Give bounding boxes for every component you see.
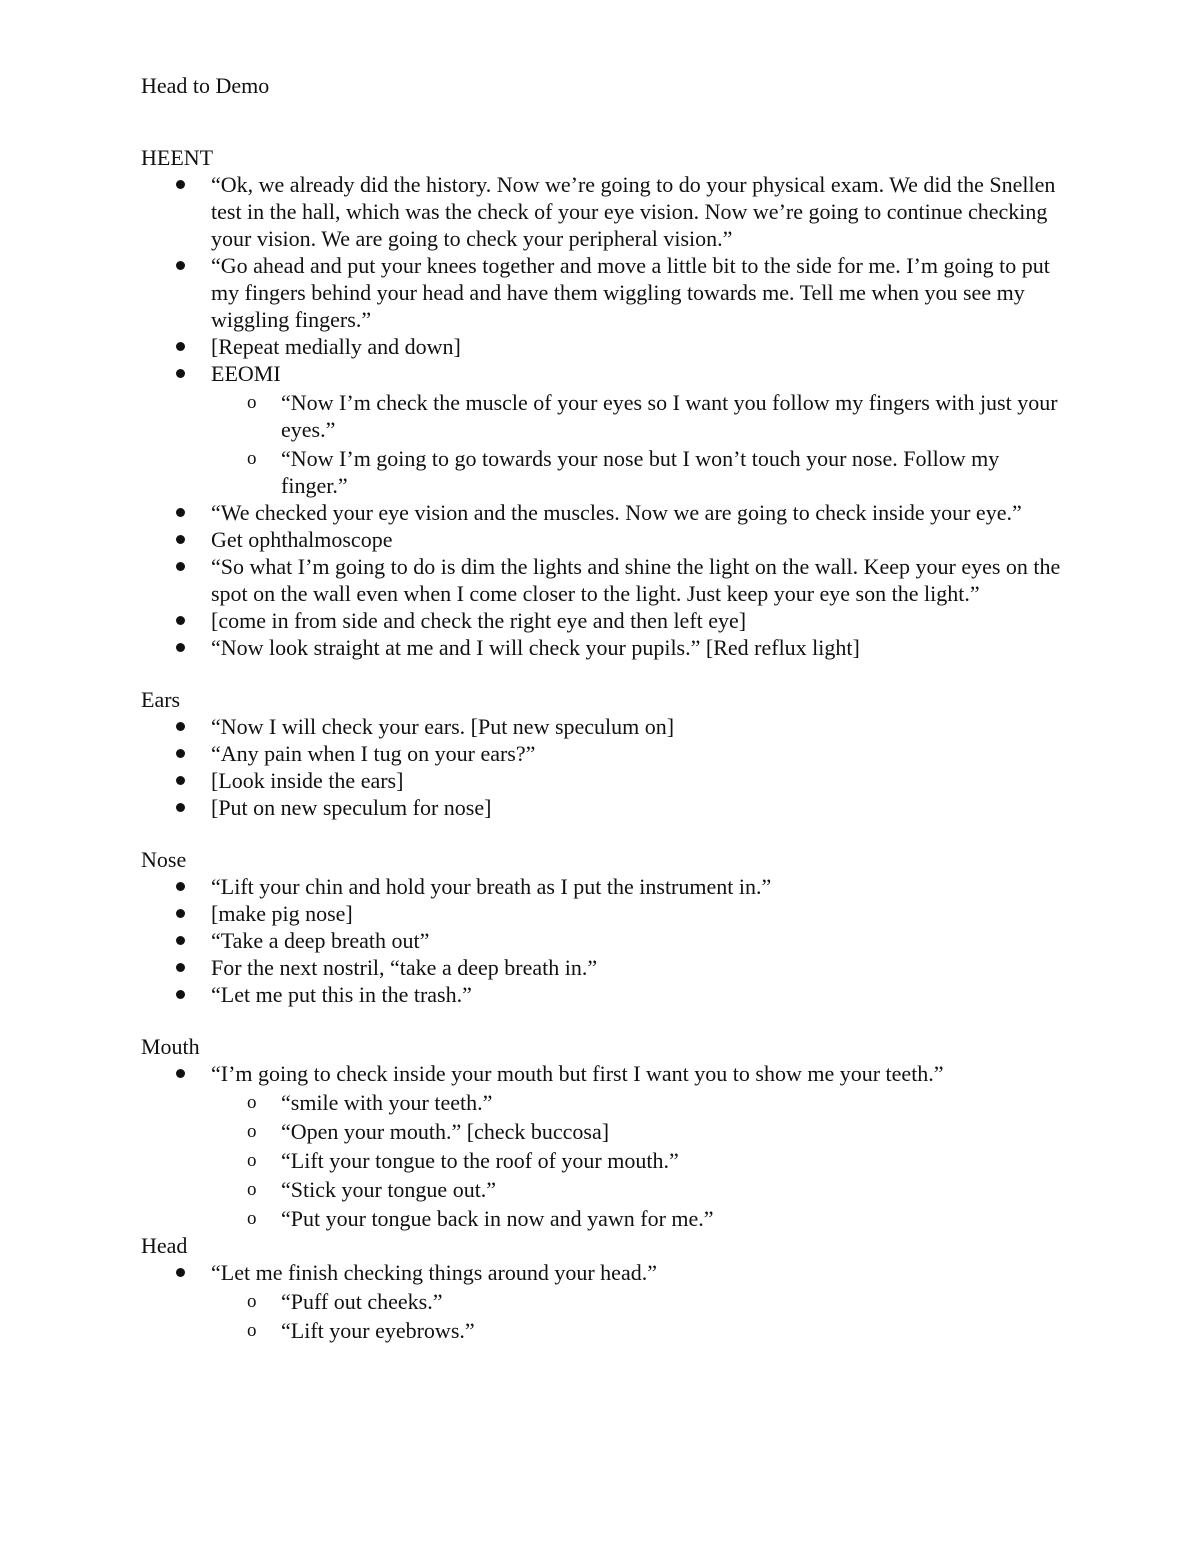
bullet-list — [141, 1259, 1071, 1344]
list-item — [141, 981, 1071, 1008]
bullet-icon — [176, 909, 185, 918]
sub-list-item-text: “Now I’m check the muscle of your eyes so I want you follow my fingers with just your eyes.” — [281, 390, 1058, 442]
sub-list-item — [211, 1118, 1071, 1145]
bullet-icon — [176, 882, 185, 891]
list-item — [141, 634, 1071, 661]
circle-bullet-icon: o — [247, 1092, 257, 1113]
section-heading: Mouth — [141, 1034, 200, 1059]
sub-list-item-text: “Now I’m going to go towards your nose but I won’t touch your nose. Follow my finger.” — [281, 446, 1000, 498]
circle-bullet-icon: o — [247, 1179, 257, 1200]
sub-list-item — [211, 1089, 1071, 1116]
list-item — [141, 900, 1071, 927]
sub-list-item-text: “Lift your eyebrows.” — [281, 1318, 475, 1343]
list-item — [141, 740, 1071, 767]
list-item — [141, 499, 1071, 526]
bullet-icon — [176, 508, 185, 517]
list-item-text: “Take a deep breath out” — [211, 928, 430, 953]
list-item — [141, 927, 1071, 954]
document-title: Head to Demo — [141, 73, 270, 98]
sub-list-item-text: “smile with your teeth.” — [281, 1090, 493, 1115]
sub-list-item — [211, 1317, 1071, 1344]
bullet-icon — [176, 562, 185, 571]
circle-bullet-icon: o — [247, 392, 257, 413]
sub-list-item — [211, 1147, 1071, 1174]
list-item-text: EEOMI — [211, 361, 281, 386]
bullet-icon — [176, 616, 185, 625]
list-item-text: For the next nostril, “take a deep breath in.” — [211, 955, 598, 980]
list-item-text: “I’m going to check inside your mouth but first I want you to show me your teeth.” — [211, 1061, 944, 1086]
list-item-text: Get ophthalmoscope — [211, 527, 393, 552]
circle-bullet-icon: o — [247, 1121, 257, 1142]
list-item — [141, 794, 1071, 821]
list-item-text: [make pig nose] — [211, 901, 353, 926]
bullet-icon — [176, 535, 185, 544]
sub-list-item — [211, 1205, 1071, 1232]
list-item — [141, 526, 1071, 553]
list-item — [141, 1060, 1071, 1232]
bullet-icon — [176, 180, 185, 189]
sub-list-item-text: “Lift your tongue to the roof of your mouth.” — [281, 1148, 679, 1173]
list-item — [141, 713, 1071, 740]
list-item — [141, 873, 1071, 900]
bullet-icon — [176, 1268, 185, 1277]
section-nose — [141, 846, 1071, 1008]
list-item — [141, 767, 1071, 794]
bullet-icon — [176, 936, 185, 945]
list-item-text: “Let me finish checking things around your head.” — [211, 1260, 657, 1285]
bullet-icon — [176, 722, 185, 731]
section-heading: Ears — [141, 687, 181, 712]
list-item-text: [Look inside the ears] — [211, 768, 404, 793]
list-item-text: “Now I will check your ears. [Put new speculum on] — [211, 714, 675, 739]
circle-bullet-icon: o — [247, 1320, 257, 1341]
list-item-text: “So what I’m going to do is dim the lights and shine the light on the wall. Keep your eyes on the spot on the wall even when I come closer to the light. Just keep your eye son the light.” — [211, 554, 1061, 606]
document-page — [141, 72, 1071, 1344]
sub-list-item-text: “Puff out cheeks.” — [281, 1289, 443, 1314]
bullet-icon — [176, 803, 185, 812]
list-item-text: “Go ahead and put your knees together and move a little bit to the side for me. I’m going to put my fingers behind your head and have them wiggling towards me. Tell me when you see my wiggling fingers.” — [211, 253, 1050, 332]
section-head — [141, 1232, 1071, 1344]
list-item-text: “Lift your chin and hold your breath as I put the instrument in.” — [211, 874, 772, 899]
bullet-list — [141, 1060, 1071, 1232]
circle-bullet-icon: o — [247, 1150, 257, 1171]
bullet-icon — [176, 1069, 185, 1078]
bullet-icon — [176, 342, 185, 351]
list-item-text: “Let me put this in the trash.” — [211, 982, 472, 1007]
bullet-icon — [176, 963, 185, 972]
bullet-icon — [176, 990, 185, 999]
sub-list-item — [211, 445, 1071, 499]
list-item — [141, 333, 1071, 360]
sub-list-item-text: “Open your mouth.” [check buccosa] — [281, 1119, 610, 1144]
sub-list — [211, 1089, 1071, 1232]
sub-list-item — [211, 1288, 1071, 1315]
section-mouth — [141, 1033, 1071, 1232]
list-item — [141, 360, 1071, 499]
list-item-text: “We checked your eye vision and the muscles. Now we are going to check inside your eye.” — [211, 500, 1022, 525]
list-item — [141, 553, 1071, 607]
bullet-list — [141, 873, 1071, 1008]
list-item-text: [Repeat medially and down] — [211, 334, 461, 359]
list-item — [141, 1259, 1071, 1344]
sub-list — [211, 389, 1071, 499]
list-item — [141, 954, 1071, 981]
bullet-icon — [176, 369, 185, 378]
section-heading: Head — [141, 1233, 188, 1258]
bullet-icon — [176, 643, 185, 652]
sub-list-item — [211, 389, 1071, 443]
sub-list-item-text: “Put your tongue back in now and yawn for me.” — [281, 1206, 714, 1231]
list-item — [141, 607, 1071, 634]
list-item-text: “Any pain when I tug on your ears?” — [211, 741, 536, 766]
list-item — [141, 171, 1071, 252]
bullet-list — [141, 713, 1071, 821]
section-heent — [141, 144, 1071, 661]
bullet-icon — [176, 776, 185, 785]
list-item-text: “Ok, we already did the history. Now we’re going to do your physical exam. We did the Snellen test in the hall, which was the check of your eye vision. Now we’re going to continue checking your vision. We are going to check your peripheral vision.” — [211, 172, 1056, 251]
bullet-list — [141, 171, 1071, 661]
sub-list — [211, 1288, 1071, 1344]
list-item — [141, 252, 1071, 333]
sub-list-item-text: “Stick your tongue out.” — [281, 1177, 497, 1202]
bullet-icon — [176, 749, 185, 758]
circle-bullet-icon: o — [247, 448, 257, 469]
section-heading: HEENT — [141, 145, 214, 170]
circle-bullet-icon: o — [247, 1291, 257, 1312]
list-item-text: “Now look straight at me and I will check your pupils.” [Red reflux light] — [211, 635, 860, 660]
circle-bullet-icon: o — [247, 1208, 257, 1229]
list-item-text: [Put on new speculum for nose] — [211, 795, 492, 820]
bullet-icon — [176, 261, 185, 270]
section-heading: Nose — [141, 847, 187, 872]
section-ears — [141, 686, 1071, 821]
list-item-text: [come in from side and check the right eye and then left eye] — [211, 608, 747, 633]
sub-list-item — [211, 1176, 1071, 1203]
